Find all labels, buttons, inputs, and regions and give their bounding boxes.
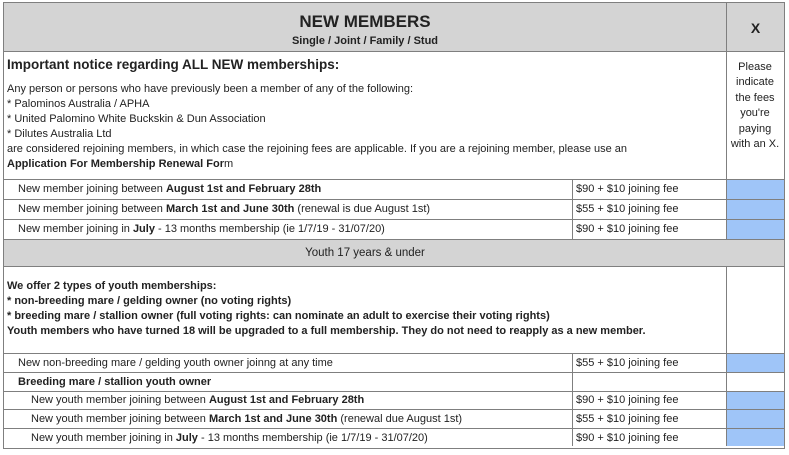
fee-value: $55 + $10 joining fee <box>576 357 679 369</box>
fee-value: $90 + $10 joining fee <box>576 432 679 444</box>
fee-value: $90 + $10 joining fee <box>576 183 679 195</box>
adult-row-label: New member joining between August 1st and February 28th <box>18 183 322 195</box>
fee-value: $55 + $10 joining fee <box>576 413 679 425</box>
adult-row-label: New member joining in July - 13 months membership (ie 1/7/19 - 31/07/20) <box>18 223 385 235</box>
page-subtitle: Single / Joint / Family / Stud <box>291 35 439 47</box>
youth-breeding-row-label: New youth member joining in July - 13 months membership (ie 1/7/19 - 31/07/20) <box>31 432 428 444</box>
adult-row-label: New member joining between March 1st and June 30th (renewal is due August 1st) <box>18 203 431 215</box>
youth-types-heading: We offer 2 types of youth memberships: <box>7 280 217 292</box>
fee-value: $90 + $10 joining fee <box>576 394 679 406</box>
youth-upgrade-note: Youth members who have turned 18 will be upgraded to a full membership. They do not need to reapply as a new member. <box>7 325 646 337</box>
youth-type-breeding: * breeding mare / stallion owner (full voting rights: can nominate an adult to exercise their voting rights) <box>7 310 550 322</box>
notice-item: * Dilutes Australia Ltd <box>7 128 112 140</box>
fee-checkbox-cell[interactable] <box>727 410 784 428</box>
rejoin-text: are considered rejoining members, in which case the rejoining fees are applicable. If you are a rejoining member, please use an <box>7 143 628 155</box>
breeding-owner-heading: Breeding mare / stallion youth owner <box>18 376 212 388</box>
youth-type-non-breeding: * non-breeding mare / gelding owner (no voting rights) <box>7 295 292 307</box>
notice-intro: Any person or persons who have previously been a member of any of the following: <box>7 83 414 95</box>
notice-heading: Important notice regarding ALL NEW memberships: <box>7 57 340 72</box>
fee-checkbox-cell[interactable] <box>727 429 784 446</box>
youth-non-breeding-label: New non-breeding mare / gelding youth owner joinng at any time <box>18 357 333 369</box>
youth-section-title: Youth 17 years & under <box>305 247 425 259</box>
fee-value: $55 + $10 joining fee <box>576 203 679 215</box>
youth-breeding-row-label: New youth member joining between August 1st and February 28th <box>31 394 365 406</box>
notice-item: * United Palomino White Buckskin & Dun Association <box>7 113 266 125</box>
fee-checkbox-cell[interactable] <box>727 392 784 409</box>
notice-item: * Palominos Australia / APHA <box>7 98 150 110</box>
fee-checkbox-cell[interactable] <box>727 220 784 239</box>
fee-value: $90 + $10 joining fee <box>576 223 679 235</box>
fee-checkbox-cell[interactable] <box>727 180 784 199</box>
youth-breeding-row-label: New youth member joining between March 1st and June 30th (renewal due August 1st) <box>31 413 463 425</box>
fee-checkbox-cell[interactable] <box>727 354 784 372</box>
indicate-fees-note: Please indicate the fees you're paying with an X. <box>730 61 780 151</box>
page-title: NEW MEMBERS <box>299 12 431 31</box>
fee-checkbox-cell[interactable] <box>727 200 784 219</box>
renewal-form-reference: Application For Membership Renewal Form <box>7 158 234 170</box>
x-column-label: X <box>750 20 761 36</box>
